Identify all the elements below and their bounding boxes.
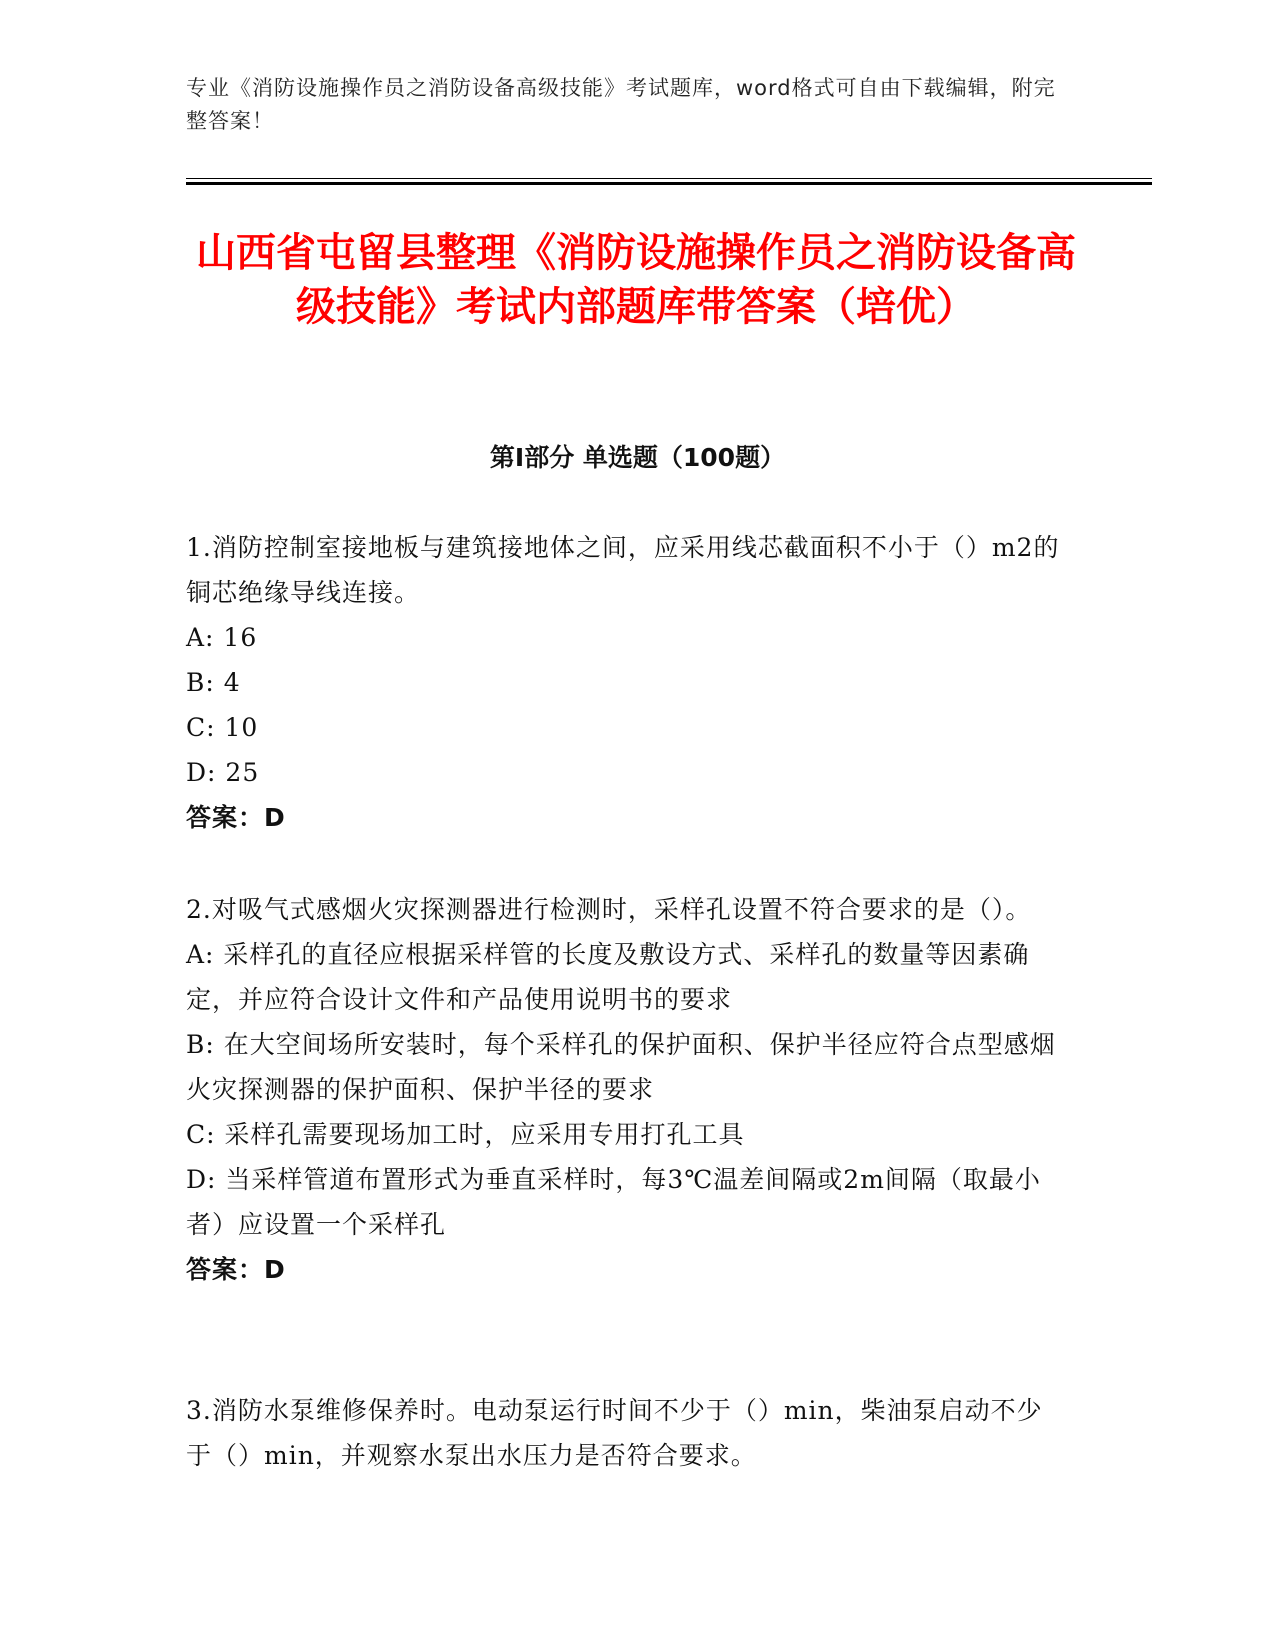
header-divider-thin: [186, 178, 1152, 179]
answer: 答案：D: [186, 803, 286, 832]
question-1: [186, 525, 1066, 840]
option-c: C: 10: [186, 713, 259, 742]
question-stem: 2.对吸气式感烟火灾探测器进行检测时，采样孔设置不符合要求的是（）。: [186, 895, 1032, 924]
option-d: D: 25: [186, 758, 260, 787]
question-3: [186, 1388, 1066, 1478]
header-note: 专业《消防设施操作员之消防设备高级技能》考试题库，word格式可自由下载编辑，附完整答案！: [186, 76, 1056, 133]
option-a: A: 16: [186, 623, 258, 652]
question-stem: 3.消防水泵维修保养时。电动泵运行时间不少于（）min，柴油泵启动不少于（）min，并观察水泵出水压力是否符合要求。: [186, 1396, 1043, 1470]
option-a: A: 采样孔的直径应根据采样管的长度及敷设方式、采样孔的数量等因素确定，并应符合设计文件和产品使用说明书的要求: [186, 940, 1030, 1014]
question-2: [186, 887, 1066, 1292]
document-title: 山西省屯留县整理《消防设施操作员之消防设备高级技能》考试内部题库带答案（培优）: [196, 230, 1076, 330]
header-divider-thick: [186, 182, 1152, 185]
answer: 答案：D: [186, 1255, 286, 1284]
section-heading: 第I部分 单选题（100题）: [489, 443, 786, 472]
question-stem: 1.消防控制室接地板与建筑接地体之间，应采用线芯截面积不小于（）m2的铜芯绝缘导线连接。: [186, 533, 1060, 607]
option-d: D: 当采样管道布置形式为垂直采样时，每3℃温差间隔或2m间隔（取最小者）应设置一个采样孔: [186, 1165, 1041, 1239]
option-b: B: 在大空间场所安装时，每个采样孔的保护面积、保护半径应符合点型感烟火灾探测器的保护面积、保护半径的要求: [186, 1030, 1056, 1104]
option-c: C: 采样孔需要现场加工时，应采用专用打孔工具: [186, 1120, 745, 1149]
option-b: B: 4: [186, 668, 241, 697]
